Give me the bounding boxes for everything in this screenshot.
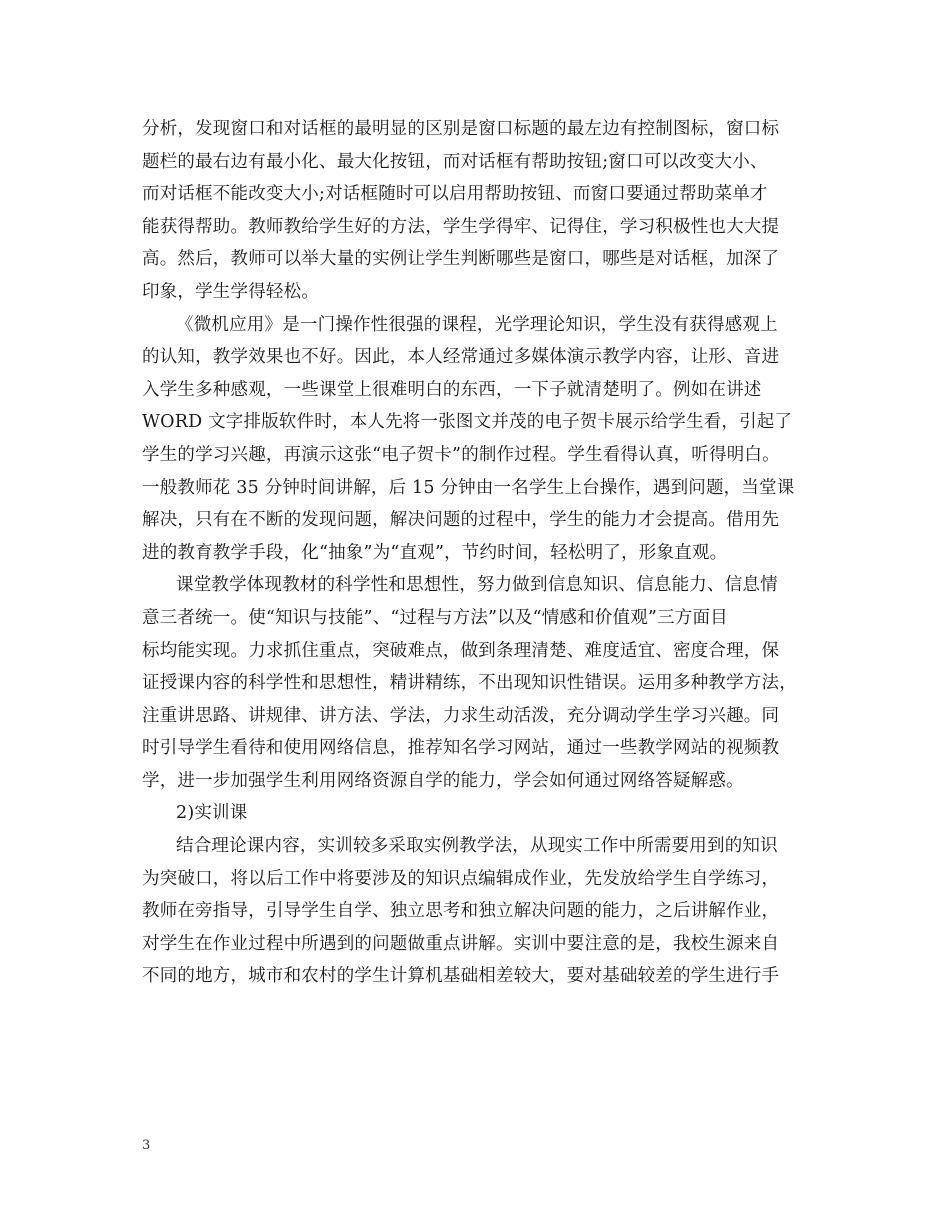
text-line: 标均能实现。力求抓住重点，突破难点，做到条理清楚、难度适宜、密度合理，保 bbox=[142, 640, 780, 661]
text-line: 不同的地方，城市和农村的学生计算机基础相差较大，要对基础较差的学生进行手 bbox=[142, 966, 780, 987]
text-line: 高。然后，教师可以举大量的实例让学生判断哪些是窗口，哪些是对话框，加深了 bbox=[142, 249, 780, 270]
text-line: 进的教育教学手段，化“抽象”为“直观”，节约时间，轻松明了，形象直观。 bbox=[142, 542, 728, 563]
text-line: 题栏的最右边有最小化、最大化按钮，而对话框有帮助按钮;窗口可以改变大小、 bbox=[142, 151, 768, 172]
text-line: 2)实训课 bbox=[176, 803, 248, 824]
text-line: 的认知，教学效果也不好。因此，本人经常通过多媒体演示教学内容，让形、音进 bbox=[142, 347, 780, 368]
text-line: 入学生多种感观，一些课堂上很难明白的东西，一下子就清楚明了。例如在讲述 bbox=[142, 379, 762, 400]
page-number: 3 bbox=[142, 1138, 151, 1153]
text-line: 对学生在作业过程中所遇到的问题做重点讲解。实训中要注意的是，我校生源来自 bbox=[142, 933, 780, 954]
text-line: 《微机应用》是一门操作性很强的课程，光学理论知识，学生没有获得感观上 bbox=[176, 314, 778, 335]
text-line: 学，进一步加强学生利用网络资源自学的能力，学会如何通过网络答疑解惑。 bbox=[142, 770, 744, 791]
text-line: 而对话框不能改变大小;对话框随时可以启用帮助按钮、而窗口要通过帮助菜单才 bbox=[142, 184, 768, 205]
text-line: 课堂教学体现教材的科学性和思想性，努力做到信息知识、信息能力、信息情 bbox=[176, 575, 778, 596]
text-line: 注重讲思路、讲规律、讲方法、学法，力求生动活泼，充分调动学生学习兴趣。同 bbox=[142, 705, 780, 726]
text-line: 一般教师花 35 分钟时间讲解，后 15 分钟由一名学生上台操作，遇到问题，当堂课 bbox=[142, 477, 795, 498]
text-line: 分析，发现窗口和对话框的最明显的区别是窗口标题的最左边有控制图标，窗口标 bbox=[142, 119, 780, 139]
text-line: 教师在旁指导，引导学生自学、独立思考和独立解决问题的能力，之后讲解作业， bbox=[142, 901, 780, 922]
text-line: 结合理论课内容，实训较多采取实例教学法，从现实工作中所需要用到的知识 bbox=[176, 836, 778, 857]
text-line: 解决，只有在不断的发现问题，解决问题的过程中，学生的能力才会提高。借用先 bbox=[142, 510, 780, 531]
text-line: WORD 文字排版软件时，本人先将一张图文并茂的电子贺卡展示给学生看，引起了 bbox=[142, 412, 793, 433]
text-line: 为突破口，将以后工作中将要涉及的知识点编辑成作业，先发放给学生自学练习， bbox=[142, 868, 780, 889]
body-text bbox=[142, 113, 812, 993]
text-line: 时引导学生看待和使用网络信息，推荐知名学习网站，通过一些教学网站的视频教 bbox=[142, 738, 780, 759]
text-line: 印象，学生学得轻松。 bbox=[142, 281, 319, 302]
text-line: 能获得帮助。教师教给学生好的方法，学生学得牢、记得住，学习积极性也大大提 bbox=[142, 216, 780, 237]
text-line: 学生的学习兴趣，再演示这张“电子贺卡”的制作过程。学生看得认真，听得明白。 bbox=[142, 444, 780, 465]
text-line: 证授课内容的科学性和思想性，精讲精练，不出现知识性错误。运用多种教学方法， bbox=[142, 673, 797, 694]
text-line: 意三者统一。使“知识与技能”、“过程与方法”以及“情感和价值观”三方面目 bbox=[142, 607, 728, 628]
